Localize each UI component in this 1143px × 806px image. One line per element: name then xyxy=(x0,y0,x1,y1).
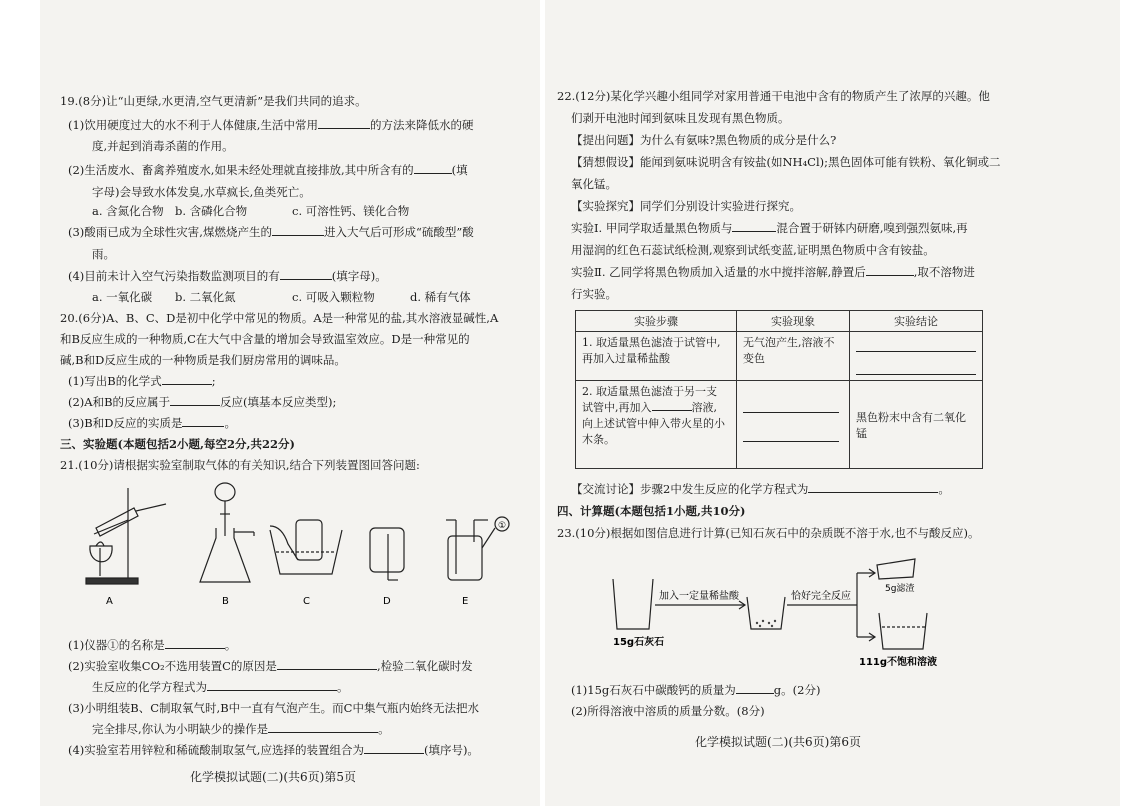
label-e: E xyxy=(462,596,469,607)
answer-blank[interactable] xyxy=(182,415,224,427)
q21-part4 xyxy=(68,742,479,758)
table-cell xyxy=(850,332,983,381)
cell-text: 再加入过量稀盐酸 xyxy=(582,352,670,365)
cell-text-part: 溶液, xyxy=(691,401,717,414)
q21-p3-text-b: 完全排尽,你认为小明缺少的操作是 xyxy=(92,722,269,736)
q20-line2: 和B反应生成的一种物质,C在大气中含量的增加会导致温室效应。D是一种常见的 xyxy=(60,332,470,346)
answer-blank[interactable] xyxy=(162,373,212,385)
flow-solution-label: 111g不饱和溶液 xyxy=(859,657,938,668)
q19-part1 xyxy=(68,117,473,133)
marker-1: ① xyxy=(498,521,507,531)
table-header: 实验现象 xyxy=(737,311,850,332)
q19-part3 xyxy=(68,224,474,240)
answer-blank[interactable] xyxy=(318,117,370,129)
section-4-heading: 四、计算题(本题包括1小题,共10分) xyxy=(557,504,746,518)
q23-p1-text: (1)15g石灰石中碳酸钙的质量为 xyxy=(571,683,736,697)
q21-p2-text-b: ,检验二氧化碳时发 xyxy=(376,659,473,673)
q22-l7-text: 实验Ⅰ. 甲同学取适量黑色物质与 xyxy=(571,221,733,235)
left-page-footer: 化学模拟试题(二)(共6页)第5页 xyxy=(190,770,356,784)
filter-paper xyxy=(877,559,915,579)
experiment-table xyxy=(575,310,983,469)
q22-line4: 【猜想假设】能闻到氨味说明含有铵盐(如NH₄Cl);黑色固体可能有铁粉、氧化铜或二 xyxy=(571,155,1001,169)
q22-line3: 【提出问题】为什么有氨味?黑色物质的成分是什么? xyxy=(571,133,837,147)
answer-blank[interactable] xyxy=(364,742,424,754)
flow-arrow-1-label: 加入一定量稀盐酸 xyxy=(659,591,739,602)
table-cell xyxy=(737,381,850,469)
q20-part1 xyxy=(68,373,216,389)
cell-text: 向上述试管中伸入带火星的小 xyxy=(582,417,725,430)
answer-blank[interactable] xyxy=(277,658,377,670)
apparatus-a xyxy=(86,488,166,584)
apparatus-d xyxy=(370,528,404,580)
table-header-row xyxy=(576,311,983,332)
cell-text xyxy=(582,399,730,415)
q22-line7 xyxy=(571,220,968,236)
q22-line6: 【实验探究】同学们分别设计实验进行探究。 xyxy=(571,199,801,213)
q23-part2: (2)所得溶液中溶质的质量分数。(8分) xyxy=(571,704,765,718)
answer-blank[interactable] xyxy=(207,679,337,691)
q21-part2 xyxy=(68,658,473,674)
cell-text: 变色 xyxy=(743,352,765,365)
q19-part4 xyxy=(68,268,387,284)
q23-stem: 23.(10分)根据如图信息进行计算(已知石灰石中的杂质既不溶于水,也不与酸反应)。 xyxy=(557,526,980,540)
answer-blank[interactable] xyxy=(866,264,914,276)
q19-p2-cont: 字母)会导致水体发臭,水草疯长,鱼类死亡。 xyxy=(92,185,311,199)
answer-blank[interactable] xyxy=(272,224,324,236)
q19-p3-text: (3)酸雨已成为全球性灾害,煤燃烧产生的 xyxy=(68,225,272,239)
q22-l11-text: 【交流讨论】步骤2中发生反应的化学方程式为 xyxy=(571,482,809,496)
answer-blank[interactable] xyxy=(414,162,452,174)
q22-l7-text-b: 混合置于研钵内研磨,嗅到强烈氨味,再 xyxy=(776,221,968,235)
q20-p3-text: (3)B和D反应的实质是 xyxy=(68,416,183,430)
answer-blank[interactable] xyxy=(736,682,774,694)
q20-part3 xyxy=(68,415,236,431)
q21-p2-cont xyxy=(92,679,349,695)
q21-p2-text-d: 。 xyxy=(337,680,349,694)
q19-p4-option-d: d. 稀有气体 xyxy=(410,290,471,304)
apparatus-figure xyxy=(70,480,510,610)
q19-p3-cont: 雨。 xyxy=(92,247,115,261)
answer-blank[interactable] xyxy=(732,220,776,232)
answer-blank[interactable] xyxy=(808,481,938,493)
label-c: C xyxy=(303,596,310,607)
q21-p3-cont xyxy=(92,721,390,737)
left-page xyxy=(40,0,540,806)
q19-p4-text: (4)目前未计入空气污染指数监测项目的有 xyxy=(68,269,280,283)
q20-p2-text-b: 反应(填基本反应类型); xyxy=(220,395,337,409)
answer-blank[interactable] xyxy=(280,268,332,280)
q22-l9-text-b: ,取不溶物进 xyxy=(913,265,975,279)
table-cell xyxy=(576,381,737,469)
table-header: 实验步骤 xyxy=(576,311,737,332)
table-cell xyxy=(737,332,850,381)
flow-arrow-2-label: 恰好完全反应 xyxy=(791,591,851,602)
apparatus-c xyxy=(270,520,342,574)
q20-p3-text-b: 。 xyxy=(224,416,236,430)
answer-blank[interactable] xyxy=(743,430,839,442)
table-row xyxy=(576,381,983,469)
q22-line11 xyxy=(571,481,950,497)
q19-option-b: b. 含磷化合物 xyxy=(175,204,248,218)
q23-p1-text-b: g。(2分) xyxy=(773,683,821,697)
q19-p4-option-b: b. 二氧化氮 xyxy=(175,290,236,304)
q19-p4-option-c: c. 可吸入颗粒物 xyxy=(292,290,375,304)
q19-p2-text: (2)生活废水、畜禽养殖废水,如果未经处理就直接排放,其中所含有的 xyxy=(68,163,414,177)
q19-part2 xyxy=(68,162,468,178)
label-d: D xyxy=(383,596,391,607)
q19-option-a: a. 含氮化合物 xyxy=(92,204,164,218)
q20-p2-text: (2)A和B的反应属于 xyxy=(68,395,171,409)
answer-blank[interactable] xyxy=(170,394,220,406)
beaker-reaction xyxy=(747,597,785,629)
q19-p3-text-b: 进入大气后可形成“硫酸型”酸 xyxy=(323,225,474,239)
cell-text: 2. 取适量黑色滤渣于另一支 xyxy=(582,385,717,398)
q20-line3: 碱,B和D反应生成的一种物质是我们厨房常用的调味品。 xyxy=(60,353,346,367)
table-cell xyxy=(576,332,737,381)
table-cell: 黑色粉末中含有二氧化锰 xyxy=(850,381,983,469)
q22-line8: 用湿润的红色石蕊试纸检测,观察到试纸变蓝,证明黑色物质中含有铵盐。 xyxy=(571,243,935,257)
flow-start-label: 15g石灰石 xyxy=(613,637,665,648)
answer-blank[interactable] xyxy=(856,363,976,375)
table-row xyxy=(576,332,983,381)
calculation-flow-diagram xyxy=(595,555,975,675)
q19-p1-cont: 度,并起到消毒杀菌的作用。 xyxy=(92,139,234,153)
q21-p2-text: (2)实验室收集CO₂不选用装置C的原因是 xyxy=(68,659,277,673)
right-page-footer: 化学模拟试题(二)(共6页)第6页 xyxy=(695,735,861,749)
q23-part1 xyxy=(571,682,820,698)
label-a: A xyxy=(106,596,113,607)
q22-line9 xyxy=(571,264,975,280)
answer-blank[interactable] xyxy=(268,721,378,733)
q21-part1 xyxy=(68,637,236,653)
label-b: B xyxy=(222,596,229,607)
section-3-heading: 三、实验题(本题包括2小题,每空2分,共22分) xyxy=(60,437,295,451)
answer-blank[interactable] xyxy=(856,340,976,352)
q22-line2: 们剥开电池时闻到氨味且发现有黑色物质。 xyxy=(571,111,790,125)
cell-text-part: 试管中,再加入 xyxy=(582,401,652,414)
q19-option-c: c. 可溶性钙、镁化合物 xyxy=(292,204,410,218)
apparatus-b xyxy=(200,483,254,582)
answer-blank[interactable] xyxy=(652,399,692,411)
q19-p1-text: (1)饮用硬度过大的水不利于人体健康,生活中常用 xyxy=(68,118,318,132)
q19-p2-text-b: (填 xyxy=(451,163,468,177)
table-header: 实验结论 xyxy=(850,311,983,332)
q21-p2-text-c: 生反应的化学方程式为 xyxy=(92,680,207,694)
flow-residue-label: 5g滤渣 xyxy=(885,584,915,594)
answer-blank[interactable] xyxy=(165,637,225,649)
right-page xyxy=(545,0,1120,806)
q20-p1-text-b: ; xyxy=(211,374,216,388)
q20-part2 xyxy=(68,394,336,410)
q22-line10: 行实验。 xyxy=(571,287,617,301)
q21-p1-text-b: 。 xyxy=(224,638,237,652)
beaker-solution xyxy=(879,613,927,649)
q21-p1-text: (1)仪器①的名称是 xyxy=(68,638,165,652)
q21-p4-text-b: (填序号)。 xyxy=(423,743,479,757)
q22-line1: 22.(12分)某化学兴趣小组同学对家用普通干电池中含有的物质产生了浓厚的兴趣。他 xyxy=(557,89,990,103)
q22-line5: 氧化锰。 xyxy=(571,177,617,191)
cell-text: 木条。 xyxy=(582,433,615,446)
q19-stem: 19.(8分)让“山更绿,水更清,空气更清新”是我们共同的追求。 xyxy=(60,94,367,108)
q21-p4-text: (4)实验室若用锌粒和稀硫酸制取氢气,应选择的装置组合为 xyxy=(68,743,364,757)
q22-l11-text-b: 。 xyxy=(938,482,950,496)
q22-l9-text: 实验Ⅱ. 乙同学将黑色物质加入适量的水中搅拌溶解,静置后 xyxy=(571,265,866,279)
q21-p3-text-c: 。 xyxy=(378,722,390,736)
q21-part3: (3)小明组装B、C制取氧气时,B中一直有气泡产生。而C中集气瓶内始终无法把水 xyxy=(68,701,479,715)
cell-text: 1. 取适量黑色滤渣于试管中, xyxy=(582,336,721,349)
cell-text: 无气泡产生,溶液不 xyxy=(743,336,835,349)
q20-line1: 20.(6分)A、B、C、D是初中化学中常见的物质。A是一种常见的盐,其水溶液显碱性,A xyxy=(60,311,499,325)
q21-stem: 21.(10分)请根据实验室制取气体的有关知识,结合下列装置图回答问题: xyxy=(60,458,420,472)
q19-p4-text-b: (填字母)。 xyxy=(331,269,387,283)
answer-blank[interactable] xyxy=(743,401,839,413)
q20-p1-text: (1)写出B的化学式 xyxy=(68,374,162,388)
q19-p4-option-a: a. 一氧化碳 xyxy=(92,290,153,304)
beaker-start xyxy=(613,579,653,629)
q19-p1-text-b: 的方法来降低水的硬 xyxy=(369,118,474,132)
